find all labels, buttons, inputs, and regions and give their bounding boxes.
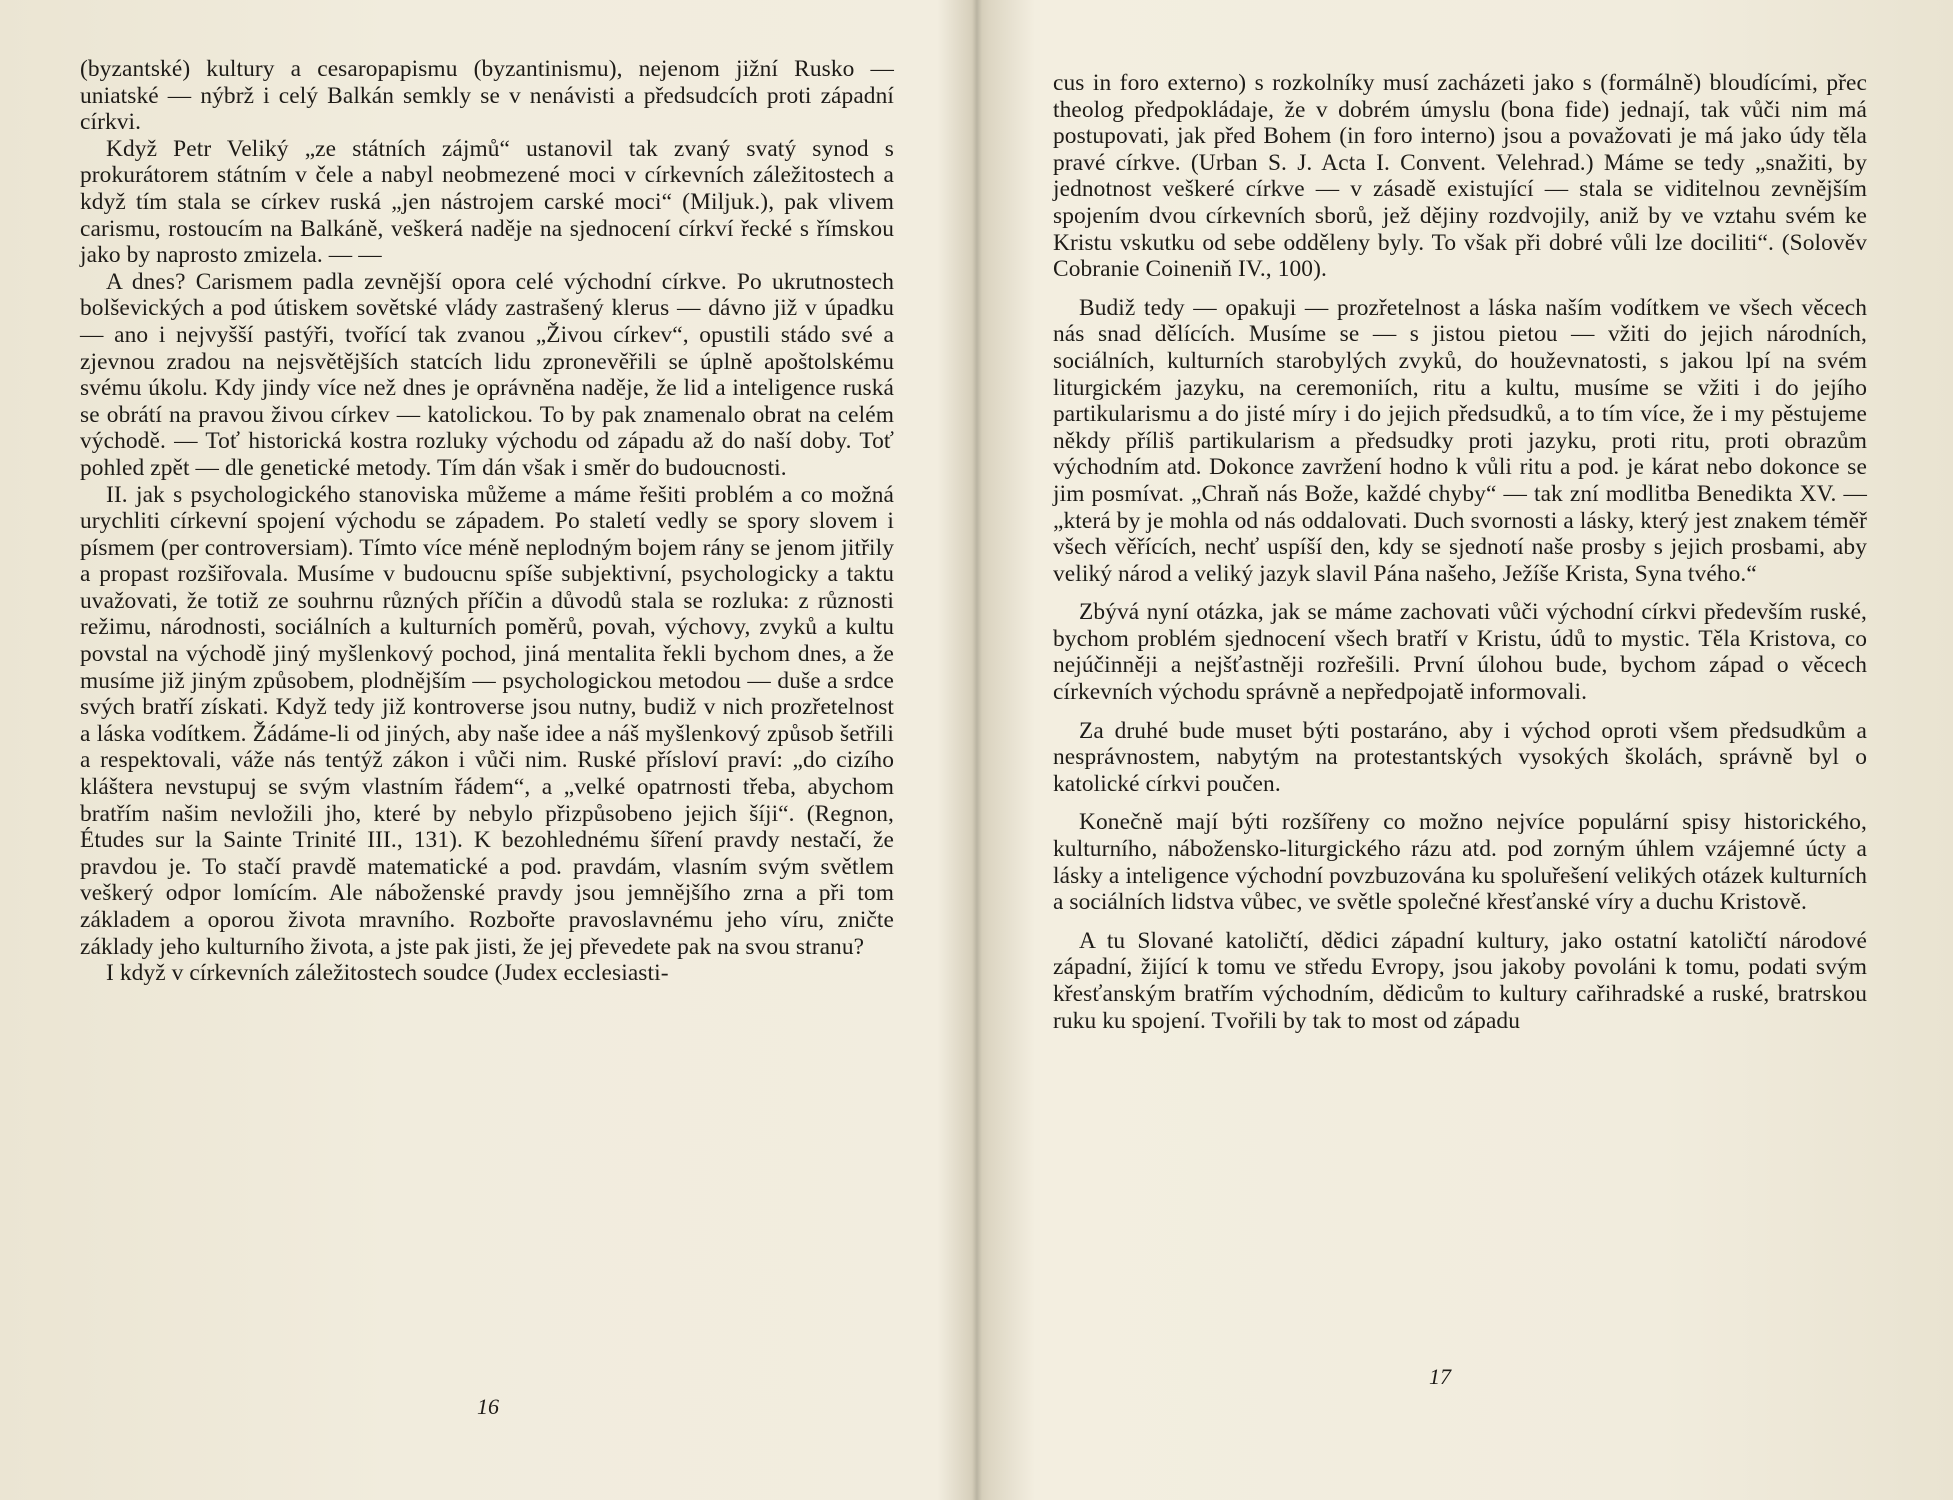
paragraph: Konečně mají býti rozšířeny co možno nejvíce populární spisy historického, kulturního, nábožensko-liturgického rázu atd. pod zorným úhlem vzájemné úcty a lásky a inteligence východní povzbuzována ku spoluřešení velikých otázek kulturních a sociálních lidstva vůbec, ve světle společné křesťanské víry a duchu Kristově.: [1053, 809, 1867, 916]
paragraph: I když v církevních záležitostech soudce (Judex ecclesiasti-: [106, 960, 669, 987]
paragraph: II. jak s psychologického stanoviska můžeme a máme řešiti problém a co možná urychliti církevní spojení východu se západem. Po staletí vedly se spory slovem i písmem (per controversiam). Tímto více méně neplodným bojem rány se jenom jitřily a propast rozšiřovala. Musíme v budoucnu spíše subjektivní, psychologicky a taktu uvažovati, že totiž ze souhrnu různých příčin a důvodů stala se rozluka: z různosti režimu, národnosti, sociálních a kulturních poměrů, povah, výchovy, zvyků a kultu povstal na východě jiný myšlenkový pochod, jiná mentalita řekli bychom dnes, a že musíme již jiným způsobem, plodnějším — psychologickou metodou — duše a srdce svých bratří získati. Když tedy již kontroverse jsou nutny, budiž v nich prozřetelnost a láska vodítkem. Žádáme-li od jiných, aby naše idee a náš myšlenkový způsob šetřili a respektovali, váže nás tentýž zákon i vůči nim. Ruské přísloví praví: „do cizího kláštera nevstupuj se svým vlastním řádem“, a „velké opatrnosti třeba, abychom bratřím našim nevložili jho, které by nebylo přizpůsobeno jejich šíji“. (Regnon, Études sur la Sainte Trinité III., 131). K bezohlednému šíření pravdy nestačí, že pravdou je. To stačí pravdě matematické a pod. pravdám, vlasním svým světlem veškerý odpor lomícím. Ale náboženské pravdy jsou jemnějšího zrna a při tom základem a oporou života mravního. Rozbořte pravoslavnému jeho víru, zničte základy jeho kulturního života, a jste pak jisti, že jej převedete pak na svou stranu?: [80, 481, 894, 960]
page-number: 17: [1429, 1364, 1451, 1389]
right-page: [977, 0, 1953, 1500]
paragraph: Když Petr Veliký „ze státních zájmů“ ustanovil tak zvaný svatý synod s prokurátorem státním v čele a nabyl neobmezené moci v církevních záležitostech a když tím stala se církev ruská „jen nástrojem carské moci“ (Miljuk.), pak vlivem carismu, rostoucím na Balkáně, veškerá naděje na sjednocení církví řecké s římskou jako by naprosto zmizela. — —: [80, 135, 894, 269]
paragraph: Zbývá nyní otázka, jak se máme zachovati vůči východní církvi především ruské, bychom problém sjednocení všech bratří v Kristu, údů to mystic. Těla Kristova, co nejúčinněji a nejšťastněji rozřešili. První úlohou bude, bychom západ o věcech církevních východu správně a nepředpojatě informovali.: [1053, 599, 1867, 706]
paragraph: cus in foro externo) s rozkolníky musí zacházeti jako s (formálně) bloudícími, přec theolog předpokládaje, že v dobrém úmyslu (bona fide) jednají, tak vůči nim má postupovati, jak před Bohem (in foro interno) jsou a považovati je má jako údy těla pravé církve. (Urban S. J. Acta I. Convent. Velehrad.) Máme se tedy „snažiti, by jednotnost veškeré církve — v zásadě existující — stala se viditelnou zevnějším spojením dvou církevních sborů, jež dějiny rozdvojily, aniž by ve vztahu svém ke Kristu vskutku od sebe odděleny byly. To však při dobré vůli lze dociliti“. (Solověv Cobranie Coineniň IV., 100).: [1053, 70, 1867, 283]
paragraph: A dnes? Carismem padla zevnější opora celé východní církve. Po ukrutnostech bolševických a pod útiskem sovětské vlády zastrašený klerus — dávno již v úpadku — ano i nejvyšší pastýři, tvořící tak zvanou „Živou církev“, opustili stádo své a zjevnou zradou na nejsvětějších statcích lidu zpronevěřili se úplně apoštolskému svému úkolu. Kdy jindy více než dnes je oprávněna naděje, že lid a inteligence ruská se obrátí na pravou živou církev — katolickou. To by pak znamenalo obrat na celém východě. — Toť historická kostra rozluky východu od západu až do naší doby. Toť pohled zpět — dle genetické metody. Tím dán však i směr do budoucnosti.: [80, 268, 894, 481]
paragraph: Za druhé bude muset býti postaráno, aby i východ oproti všem předsudkům a nesprávnostem, nabytým na protestantských vysokých školách, správně byl o katolické církvi poučen.: [1053, 717, 1867, 797]
right-page-text: [1053, 70, 1867, 1034]
page-number: 16: [477, 1394, 499, 1419]
left-page-text: [80, 56, 894, 987]
paragraph: Budiž tedy — opakuji — prozřetelnost a láska naším vodítkem ve všech věcech nás snad dělících. Musíme se — s jistou pietou — vžiti do jejich národních, sociálních, kulturních starobylých zvyků, do houževnatosti, s jakou lpí na svém liturgickém jazyku, na ceremoniích, ritu a kultu, musíme se vžiti i do jejího partikularismu a do jisté míry i do jejich předsudků, a to tím více, že i my pěstujeme někdy příliš partikularism a předsudky proti jazyku, proti ritu, proti obrazům východním atd. Dokonce zavržení hodno k vůli ritu a pod. je kárat nebo dokonce se jim posmívat. „Chraň nás Bože, každé chyby“ — tak zní modlitba Benedikta XV. — „která by je mohla od nás oddalovati. Duch svornosti a lásky, který jest znakem téměř všech věřících, nechť uspíší den, kdy se sjednotí naše prosby s jejich prosbami, aby veliký národ a veliký jazyk slavil Pána našeho, Ježíše Krista, Syna tvého.“: [1053, 294, 1867, 587]
paragraph: A tu Slované katoličtí, dědici západní kultury, jako ostatní katoličtí národové západní, žijící k tomu ve středu Evropy, jsou jakoby povoláni k tomu, podati svým křesťanským bratřím východním, dědicům to kultury cařihradské a ruské, bratrskou ruku ku spojení. Tvořili by tak to most od západu: [1053, 927, 1867, 1034]
left-page: [0, 0, 976, 1500]
paragraph: (byzantské) kultury a cesaropapismu (byzantinismu), nejenom jižní Rusko — uniatské — nýbrž i celý Balkán semkly se v nenávisti a předsudcích proti západní církvi.: [80, 56, 894, 136]
